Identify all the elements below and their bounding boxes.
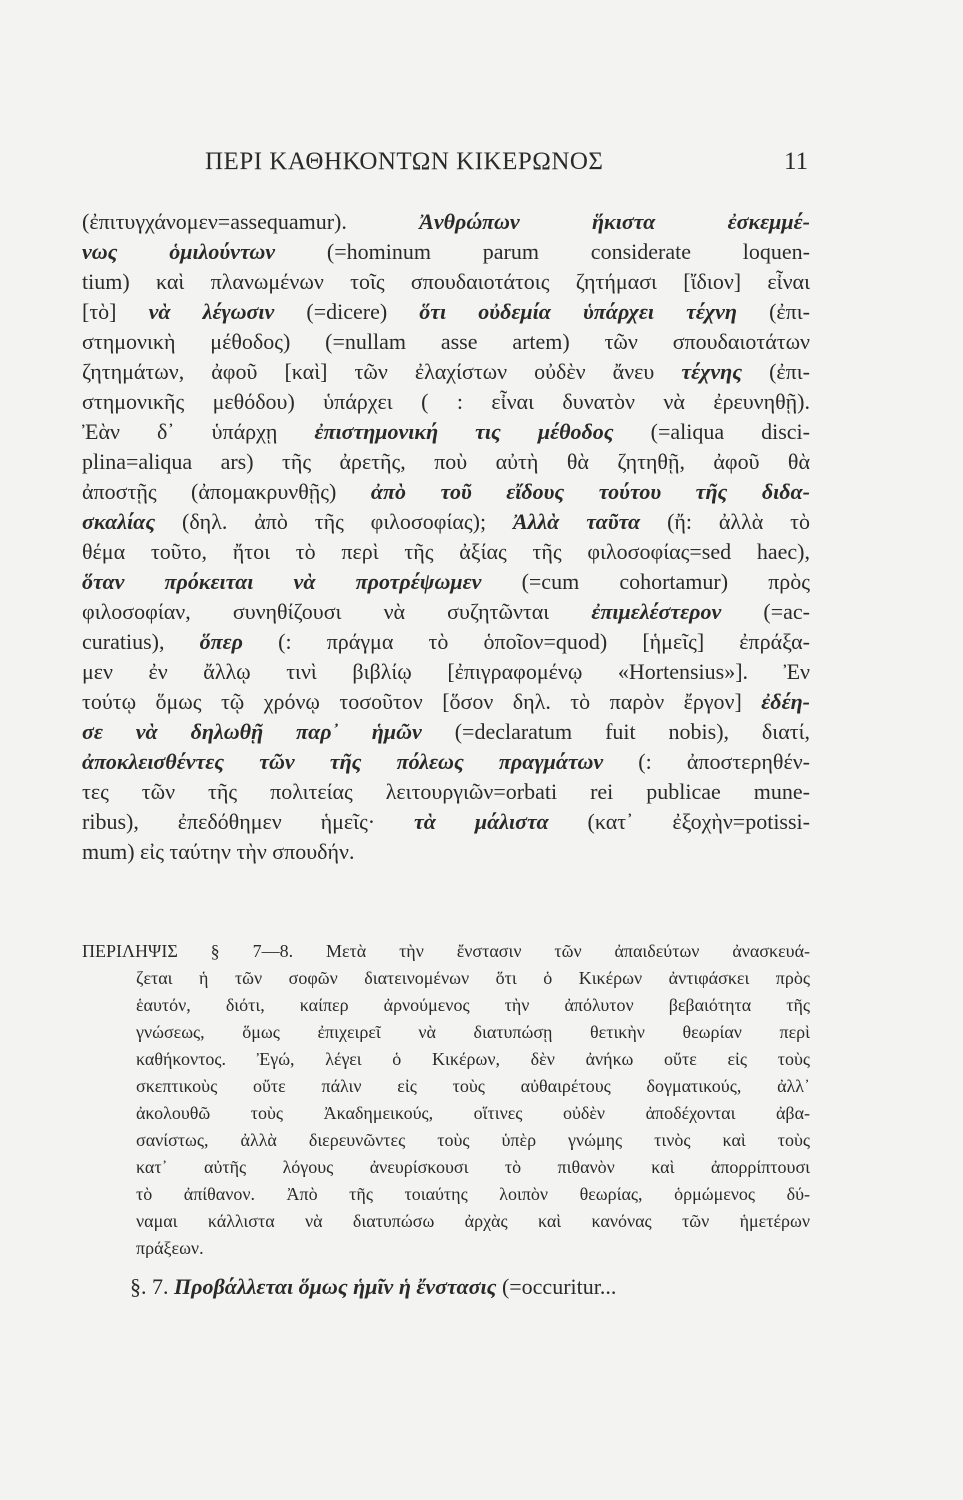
- summary-line: σανίστως, ἀλλὰ διερευνῶντες τοὺς ὑπὲρ γνώμης τινὸς καὶ τοὺς: [136, 1130, 810, 1150]
- emphasis-run: Ἀνθρώπων ἥκιστα ἐσκεμμέ-: [419, 209, 810, 234]
- text-run: τούτῳ ὅμως τῷ χρόνῳ τοσοῦτον [ὅσον δηλ. τὸ παρὸν ἔργον]: [82, 689, 762, 714]
- text-line: [82, 447, 810, 477]
- text-run: Ἐὰν δ᾽ ὑπάρχῃ: [82, 419, 315, 444]
- text-line: [82, 417, 810, 447]
- text-line: [82, 567, 810, 597]
- emphasis-run: ἀποκλεισθέντες τῶν τῆς πόλεως πραγμάτων: [82, 749, 604, 774]
- text-run: curatius),: [82, 629, 200, 654]
- text-run: mum) εἰς ταύτην τὴν σπουδήν.: [82, 839, 355, 864]
- text-run: plina=aliqua ars) τῆς ἀρετῆς, ποὺ αὐτὴ θὰ ζητηθῇ, ἀφοῦ θὰ: [82, 449, 810, 474]
- text-line: [82, 327, 810, 357]
- text-run: (: ἀποστερηθέν-: [603, 749, 810, 774]
- emphasis-run: ἀπὸ τοῦ εἴδους τούτου τῆς διδα-: [370, 479, 810, 504]
- running-header: ΠΕΡΙ ΚΑΘΗΚΟΝΤΩΝ ΚΙΚΕΡΩΝΟΣ: [205, 148, 604, 175]
- summary-line: σκεπτικοὺς οὔτε πάλιν εἰς τοὺς αὐθαιρέτους δογματικούς, ἀλλ᾽: [136, 1076, 810, 1096]
- emphasis-run: σε νὰ δηλωθῇ παρ᾽ ἡμῶν: [82, 719, 422, 744]
- page-number: 11: [784, 148, 809, 175]
- text-run: (=dicere): [274, 299, 420, 324]
- text-line: [82, 717, 810, 747]
- text-line: [82, 747, 810, 777]
- text-run: στημονικῆς μεθόδου) ὑπάρχει ( : εἶναι δυνατὸν νὰ ἐρευνηθῇ).: [82, 389, 810, 414]
- emphasis-run: ὅταν πρόκειται νὰ προτρέψωμεν: [82, 569, 482, 594]
- text-run: ζητημάτων, ἀφοῦ [καὶ] τῶν ἐλαχίστων οὐδὲν ἄνευ: [82, 359, 682, 384]
- text-line: [82, 837, 810, 867]
- emphasis-run: ὅπερ: [199, 629, 243, 654]
- summary-line: τὸ ἀπίθανον. Ἀπὸ τῆς τοιαύτης λοιπὸν θεωρίας, ὁρμώμενος δύ-: [136, 1184, 810, 1204]
- emphasis-run: νως ὁμιλούντων: [82, 239, 276, 264]
- summary-line: καθήκοντος. Ἐγώ, λέγει ὁ Κικέρων, δὲν ἀνήκω οὔτε εἰς τοὺς: [136, 1049, 810, 1069]
- text-line: [82, 657, 810, 687]
- text-run: (=cum cohortamur) πρὸς: [481, 569, 810, 594]
- text-run: θέμα τοῦτο, ἤτοι τὸ περὶ τῆς ἀξίας τῆς φιλοσοφίας=sed haec),: [82, 539, 810, 564]
- summary-line: πράξεων.: [136, 1238, 204, 1258]
- text-run: (=aliqua disci-: [613, 419, 810, 444]
- text-line: [82, 537, 810, 567]
- text-run: (ἐπιτυγχάνομεν=assequamur).: [82, 209, 420, 234]
- text-line: [82, 237, 810, 267]
- text-run: (ἐπι-: [736, 299, 810, 324]
- emphasis-run: ὅτι οὐδεμία ὑπάρχει τέχνη: [419, 299, 737, 324]
- text-line: [82, 807, 810, 837]
- section-rest: (=occuritur...: [496, 1274, 617, 1299]
- main-text: [82, 207, 810, 867]
- text-run: φιλοσοφίαν, συνηθίζουσι νὰ συζητῶνται: [82, 599, 592, 624]
- text-run: (δηλ. ἀπὸ τῆς φιλοσοφίας);: [155, 509, 513, 534]
- text-run: ribus), ἐπεδόθημεν ἡμεῖς·: [82, 809, 415, 834]
- emphasis-run: ἐδέη-: [761, 689, 810, 714]
- text-run: (ἤ: ἀλλὰ τὸ: [640, 509, 810, 534]
- summary-line: ΠΕΡΙΛΗΨΙΣ § 7—8. Μετὰ τὴν ἔνστασιν τῶν ἀπαιδεύτων ἀνασκευά-: [82, 941, 810, 961]
- text-run: [τὸ]: [82, 299, 149, 324]
- text-run: (κατ᾽ ἐξοχὴν=potissi-: [548, 809, 810, 834]
- text-run: τες τῶν τῆς πολιτείας λειτουργιῶν=orbati rei publicae mune-: [82, 779, 810, 804]
- text-line: [82, 387, 810, 417]
- text-run: tium) καὶ πλανωμένων τοῖς σπουδαιοτάτοις ζητήμασι [ἴδιον] εἶναι: [82, 269, 810, 294]
- summary-line: ἀκολουθῶ τοὺς Ἀκαδημεικούς, οἵτινες οὐδὲν ἀποδέχονται ἀβα-: [136, 1103, 810, 1123]
- emphasis-run: ἐπιμελέστερον: [591, 599, 722, 624]
- summary-line: κατ᾽ αὐτῆς λόγους ἀνευρίσκουσι τὸ πιθανὸν καὶ ἀπορρίπτουσι: [136, 1157, 810, 1177]
- section-7-start: [130, 1272, 810, 1302]
- summary-paragraph: [82, 938, 810, 1262]
- text-run: (=declaratum fuit nobis), διατί,: [421, 719, 810, 744]
- text-line: [82, 207, 810, 237]
- emphasis-run: ἐπιστημονική τις μέθοδος: [314, 419, 614, 444]
- emphasis-run: τὰ μάλιστα: [414, 809, 549, 834]
- text-line: [82, 357, 810, 387]
- text-run: ἀποστῇς (ἀπομακρυνθῇς): [82, 479, 371, 504]
- section-label: §. 7.: [130, 1274, 174, 1299]
- text-run: (: πράγμα τὸ ὁποῖον=quod) [ἡμεῖς] ἐπράξα-: [242, 629, 810, 654]
- text-run: (ἐπι-: [742, 359, 810, 384]
- emphasis-run: τέχνης: [681, 359, 743, 384]
- summary-line: γνώσεως, ὅμως ἐπιχειρεῖ νὰ διατυπώσῃ θετικὴν θεωρίαν περὶ: [136, 1022, 810, 1042]
- summary-line: ἑαυτόν, διότι, καίπερ ἀρνούμενος τὴν ἀπόλυτον βεβαιότητα τῆς: [136, 995, 810, 1015]
- text-run: μεν ἐν ἄλλῳ τινὶ βιβλίῳ [ἐπιγραφομένῳ «Hortensius»]. Ἐν: [82, 659, 810, 684]
- text-run: στημονικὴ μέθοδος) (=nullam asse artem) τῶν σπουδαιοτάτων: [82, 329, 810, 354]
- emphasis-run: Ἀλλὰ ταῦτα: [512, 509, 641, 534]
- text-line: [82, 507, 810, 537]
- text-line: [82, 297, 810, 327]
- text-run: (=ac-: [721, 599, 810, 624]
- text-run: (=hominum parum considerate loquen-: [275, 239, 810, 264]
- text-line: [82, 597, 810, 627]
- text-line: [82, 777, 810, 807]
- section-emphasis: Προβάλλεται ὅμως ἡμῖν ἡ ἔνστασις: [174, 1274, 497, 1299]
- summary-line: ζεται ἡ τῶν σοφῶν διατεινομένων ὅτι ὁ Κικέρων ἀντιφάσκει πρὸς: [136, 968, 810, 988]
- summary-line: ναμαι κάλλιστα νὰ διατυπώσω ἀρχὰς καὶ κανόνας τῶν ἡμετέρων: [136, 1211, 810, 1231]
- text-line: [82, 687, 810, 717]
- text-line: [82, 267, 810, 297]
- text-line: [82, 627, 810, 657]
- emphasis-run: νὰ λέγωσιν: [148, 299, 275, 324]
- emphasis-run: σκαλίας: [82, 509, 156, 534]
- text-line: [82, 477, 810, 507]
